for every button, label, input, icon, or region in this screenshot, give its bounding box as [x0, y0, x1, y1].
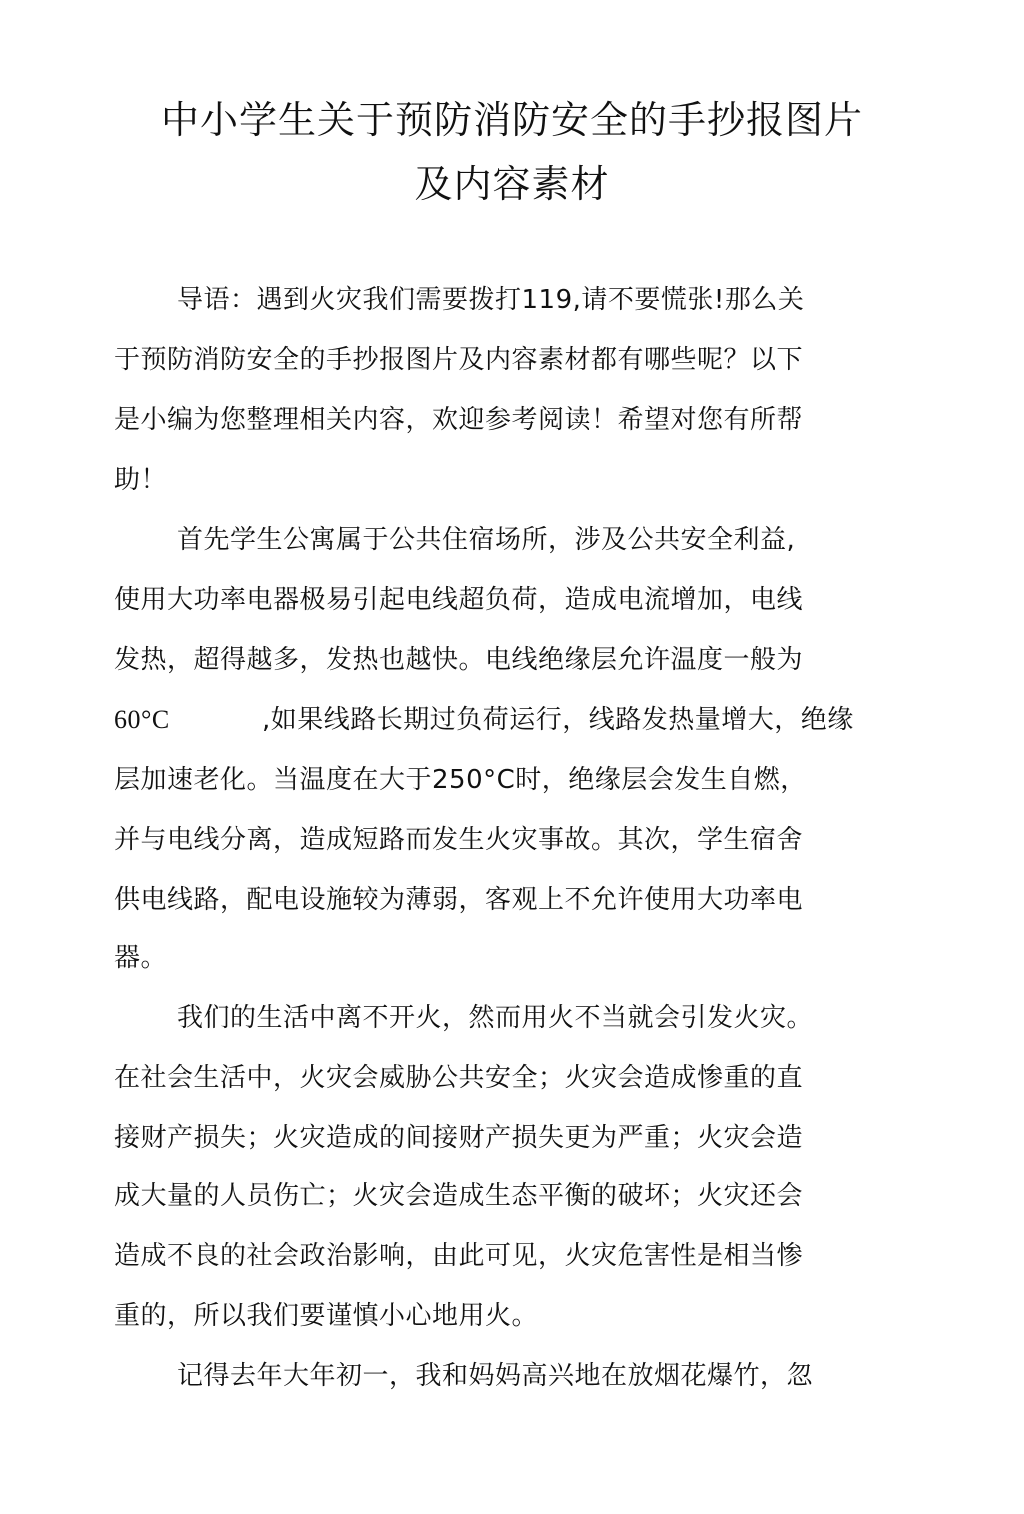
paragraph-3-line-6: 重的，所以我们要谨慎小心地用火。 — [114, 1301, 539, 1331]
paragraph-2-line-6: 并与电线分离，造成短路而发生火灾事故。其次，学生宿舍 — [114, 825, 804, 855]
paragraph-4-line-1: 记得去年大年初一，我和妈妈高兴地在放烟花爆竹，忽 — [177, 1361, 814, 1391]
paragraph-2-line-3: 发热，超得越多，发热也越快。电线绝缘层允许温度一般为 — [114, 645, 804, 675]
paragraph-3-line-3: 接财产损失；火灾造成的间接财产损失更为严重；火灾会造 — [114, 1123, 804, 1153]
paragraph-1-line-3: 是小编为您整理相关内容，欢迎参考阅读！希望对您有所帮 — [114, 405, 804, 435]
paragraph-3-line-2: 在社会生活中，火灾会威胁公共安全；火灾会造成惨重的直 — [114, 1063, 804, 1093]
paragraph-1-line-2: 于预防消防安全的手抄报图片及内容素材都有哪些呢？以下 — [114, 345, 804, 375]
paragraph-2-line-2: 使用大功率电器极易引起电线超负荷，造成电流增加，电线 — [114, 585, 804, 615]
paragraph-2-line-5: 层加速老化。当温度在大于250°C时，绝缘层会发生自燃， — [114, 765, 807, 795]
document-title-line-2: 及内容素材 — [414, 162, 610, 206]
paragraph-1-line-1: 导语：遇到火灾我们需要拨打119,请不要慌张!那么关 — [177, 285, 805, 315]
paragraph-3-line-1: 我们的生活中离不开火，然而用火不当就会引发火灾。 — [177, 1003, 814, 1033]
paragraph-2-line-4-temperature: 60°C — [114, 705, 170, 734]
paragraph-2-line-8: 器。 — [114, 943, 168, 973]
paragraph-3-line-4: 成大量的人员伤亡；火灾会造成生态平衡的破坏；火灾还会 — [114, 1181, 804, 1211]
paragraph-2-line-7: 供电线路，配电设施较为薄弱，客观上不允许使用大功率电 — [114, 885, 804, 915]
document-title-line-1: 中小学生关于预防消防安全的手抄报图片 — [160, 98, 863, 142]
paragraph-2-line-4-text: ,如果线路长期过负荷运行，线路发热量增大，绝缘 — [262, 705, 854, 735]
paragraph-3-line-5: 造成不良的社会政治影响，由此可见，火灾危害性是相当惨 — [114, 1241, 804, 1271]
paragraph-2-line-1: 首先学生公寓属于公共住宿场所，涉及公共安全利益, — [177, 525, 796, 555]
paragraph-1-line-4: 助！ — [114, 465, 168, 495]
